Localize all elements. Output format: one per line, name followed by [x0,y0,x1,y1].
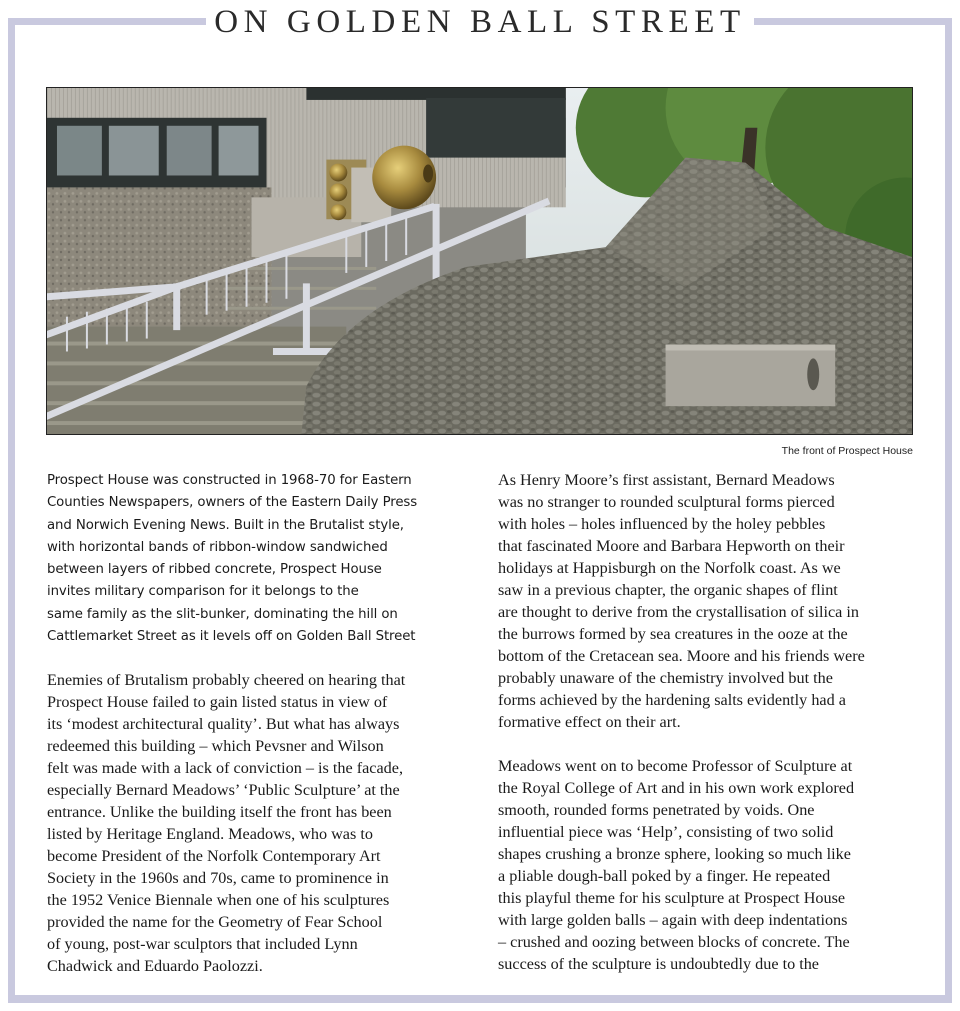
text-line: become President of the Norfolk Contemporary Art [47,847,381,865]
text-line: between layers of ribbed concrete, Prospect House [47,562,382,578]
text-line: listed by Heritage England. Meadows, who was to [47,825,373,843]
left-column-paragraph-2 [47,669,477,977]
text-line: smooth, rounded forms penetrated by voids. One [498,801,815,819]
right-column-paragraph-2 [498,755,928,975]
text-line: its ‘modest architectural quality’. But what has always [47,715,400,733]
text-line: with holes – holes influenced by the holey pebbles [498,515,826,533]
text-line: and Norwich Evening News. Built in the Brutalist style, [47,517,404,533]
text-line: the Royal College of Art and in his own work explored [498,779,855,797]
text-line: was no stranger to rounded sculptural forms pierced [498,493,835,511]
photo-caption: The front of Prospect House [781,445,913,457]
text-line: are thought to derive from the crystallisation of silica in [498,603,859,621]
text-line: Enemies of Brutalism probably cheered on hearing that [47,671,406,689]
text-line: Prospect House failed to gain listed status in view of [47,693,388,711]
text-line: As Henry Moore’s first assistant, Bernard Meadows [498,471,835,489]
text-line: Cattlemarket Street as it levels off on Golden Ball Street [47,629,416,645]
text-line: especially Bernard Meadows’ ‘Public Sculpture’ at the [47,781,400,799]
text-line: Society in the 1960s and 70s, came to prominence in [47,869,389,887]
text-line: bottom of the Cretacean sea. Moore and his friends were [498,647,865,665]
text-line: influential piece was ‘Help’, consisting of two solid [498,823,834,841]
left-column-paragraph-1 [47,470,477,648]
text-line: formative effect on their art. [498,713,681,731]
text-line: with horizontal bands of ribbon-window sandwiched [47,539,388,555]
right-column-paragraph-1 [498,469,928,733]
text-line: felt was made with a lack of conviction – is the facade, [47,759,403,777]
text-line: entrance. Unlike the building itself the front has been [47,803,392,821]
text-line: shapes crushing a bronze sphere, looking so much like [498,845,851,863]
text-line: the 1952 Venice Biennale when one of his sculptures [47,891,390,909]
text-line: Chadwick and Eduardo Paolozzi. [47,957,263,975]
text-line: invites military comparison for it belongs to the [47,584,359,600]
text-line: the burrows formed by sea creatures in the ooze at the [498,625,848,643]
text-line: probably unaware of the chemistry involved but the [498,669,833,687]
text-line: holidays at Happisburgh on the Norfolk coast. As we [498,559,841,577]
text-line: Counties Newspapers, owners of the Eastern Daily Press [47,495,418,511]
page-title: ON GOLDEN BALL STREET [206,2,754,42]
photo-illustration [47,88,912,434]
text-line: forms achieved by the hardening salts evidently had a [498,691,846,709]
text-line: redeemed this building – which Pevsner and Wilson [47,737,384,755]
text-line: Meadows went on to become Professor of Sculpture at [498,757,853,775]
text-line: Prospect House was constructed in 1968-70 for Eastern [47,473,412,488]
text-line: – crushed and oozing between blocks of concrete. The [498,933,850,951]
text-line: this playful theme for his sculpture at Prospect House [498,889,846,907]
text-line: with large golden balls – again with deep indentations [498,911,848,929]
title-bar [0,0,960,44]
text-line: provided the name for the Geometry of Fear School [47,913,383,931]
text-line: that fascinated Moore and Barbara Hepworth on their [498,537,845,555]
text-line: of young, post-war sculptors that included Lynn [47,935,358,953]
text-line: a pliable dough-ball poked by a finger. He repeated [498,867,831,885]
text-line: saw in a previous chapter, the organic shapes of flint [498,581,838,599]
text-line: success of the sculpture is undoubtedly due to the [498,955,819,973]
prospect-house-photo [46,87,913,435]
text-line: same family as the slit-bunker, dominating the hill on [47,606,398,622]
